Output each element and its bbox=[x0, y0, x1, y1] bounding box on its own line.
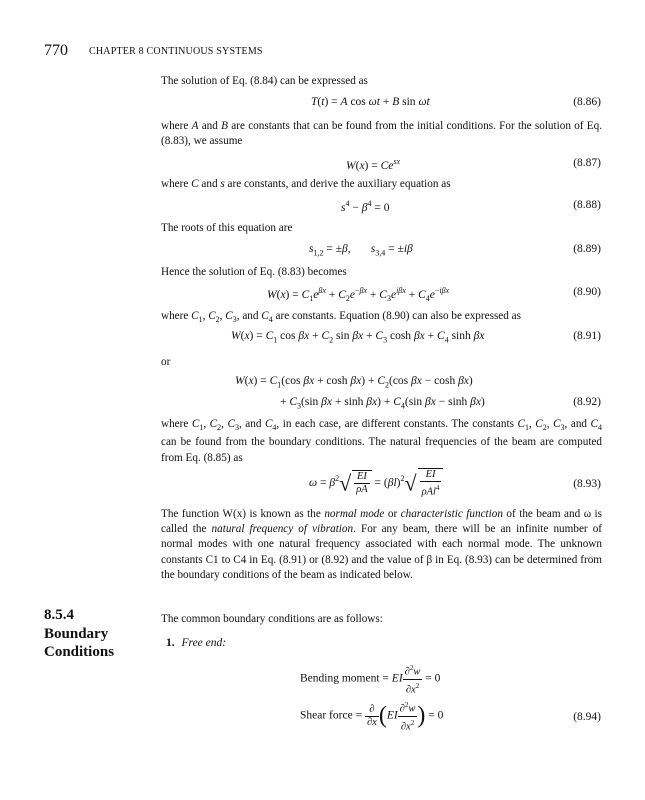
equation-number: (8.91) bbox=[573, 330, 601, 342]
equation-8-94-line1 bbox=[161, 656, 601, 695]
equation-8-94-line2 bbox=[161, 695, 601, 735]
equation-expression: $W(x) = C_1e^{\beta x} + C_2e^{-\beta x} + C_3e^{i\beta x} + C_4e^{-i\beta x}$ bbox=[267, 286, 450, 304]
equation-number: (8.92) bbox=[573, 396, 601, 408]
equation-expression: $\omega = \beta^2√$ $\frac{EI}{\rho A}$ = $(\beta l)^2√$ $\frac{EI}{\rho Al^4}$ bbox=[309, 468, 443, 499]
equation-8-88 bbox=[161, 199, 601, 217]
paragraph-3: where C and s are constants, and derive the auxiliary equation as bbox=[161, 178, 451, 190]
paragraph-4: The roots of this equation are bbox=[161, 222, 293, 234]
equation-number: (8.87) bbox=[573, 157, 601, 169]
list-number: 1. bbox=[166, 637, 175, 649]
equation-number: (8.90) bbox=[573, 286, 601, 298]
paragraph-1: The solution of Eq. (8.84) can be expressed as bbox=[161, 75, 368, 87]
list-item bbox=[166, 637, 226, 649]
equation-expression: + $C_3(\sin$ $\beta x + \sinh \beta x) + C_4(\sin$ βx − sinh βx) bbox=[280, 396, 485, 411]
equation-expression: $W(x) = C_1$ $\cos \beta x + C_2$ $\sin \beta x + C_3$ $\cosh \beta x + C_4$ sinh βx bbox=[231, 330, 485, 345]
equation-expression: Shear force = $\frac{\partial}{\partial x}$ (EI $\frac{\partial^2w}{\partial x^2}$ ) = 0 bbox=[300, 701, 444, 732]
paragraph-8: where $C_1$, $C_2$, $C_3$, and $C_4$, in each case, are different constants. The constants $C_1$, $C_2$, $C_3$, and $C_4$ can be found from the boundary conditions. The natural frequencies of the beam are computed from Eq. (8.85) as bbox=[161, 418, 603, 464]
equation-8-92-line1 bbox=[161, 375, 601, 393]
equation-8-92-line2 bbox=[161, 396, 601, 414]
equation-8-93 bbox=[161, 466, 601, 502]
equation-expression: $W(x) = Ce^{sx}$ bbox=[346, 157, 401, 172]
equation-8-91 bbox=[161, 330, 601, 348]
list-label: Free end: bbox=[181, 637, 227, 649]
equation-expression: T(t) = A cos ωt + B sin ωt bbox=[311, 96, 430, 108]
equation-8-89 bbox=[161, 243, 601, 261]
equation-expression: $s_{1,2} = \pm\beta$, $s_{3,4} = \pm i\beta$ bbox=[309, 243, 413, 258]
equation-number: (8.94) bbox=[573, 711, 601, 723]
section-title-line2: Conditions bbox=[44, 644, 115, 660]
equation-number: (8.88) bbox=[573, 199, 601, 211]
equation-8-87 bbox=[161, 157, 601, 175]
equation-expression: Bending moment = EI $\frac{\partial^2w}{\partial x^2}$ = 0 bbox=[300, 664, 441, 695]
section-title-line1: Boundary bbox=[44, 625, 109, 642]
equation-number: (8.93) bbox=[573, 478, 601, 490]
equation-8-90 bbox=[161, 286, 601, 304]
equation-expression: $W(x) = C_1(\cos$ $\beta x + \cosh \beta x) + C_2(\cos$ βx − cosh βx) bbox=[235, 375, 473, 390]
paragraph-9: The function W(x) is known as the normal mode or characteristic function of the beam and ω is called the natural frequency of vibration. For any beam, there will be an infinite number of normal modes with one natural frequency associated with each normal mode. The unknown constants C1 to C4 in Eq. (8.91) or (8.92) and the value of β in Eq. (8.93) can be determined from the boundary conditions of the beam as indicated below. bbox=[161, 508, 603, 581]
section-heading bbox=[44, 606, 144, 662]
paragraph-5: Hence the solution of Eq. (8.83) becomes bbox=[161, 266, 347, 278]
paragraph-10: The common boundary conditions are as follows: bbox=[161, 613, 383, 625]
equation-number: (8.89) bbox=[573, 243, 601, 255]
paragraph-or: or bbox=[161, 356, 171, 368]
paragraph-6: where $C_1$, $C_2$, $C_3$, and $C_4$ are constants. Equation (8.90) can also be expressed as bbox=[161, 310, 521, 325]
chapter-header: CHAPTER 8 CONTINUOUS SYSTEMS bbox=[89, 46, 263, 57]
equation-expression: $s^4 - \beta^4 = 0$ bbox=[341, 199, 390, 214]
paragraph-2: where A and B are constants that can be found from the initial conditions. For the solution of Eq. (8.83), we assume bbox=[161, 120, 603, 148]
page-number: 770 bbox=[44, 42, 68, 59]
section-number: 8.5.4 bbox=[44, 607, 74, 623]
equation-8-86 bbox=[161, 96, 601, 114]
equation-number: (8.86) bbox=[573, 96, 601, 108]
